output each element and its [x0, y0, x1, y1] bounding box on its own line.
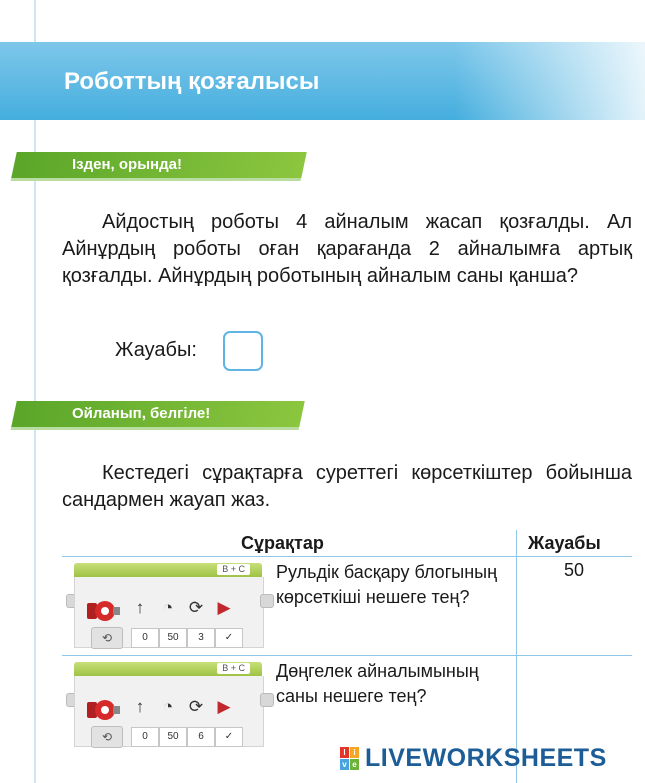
table-answer-1[interactable]: 50: [563, 560, 585, 580]
table-row-divider: [62, 655, 632, 656]
brake-icon: ▶︎: [217, 598, 231, 617]
speed-gauge-icon: ◔: [162, 697, 174, 716]
block-connector-right: [260, 594, 274, 608]
motor-icon: [85, 696, 121, 724]
steering-value: 0: [131, 727, 159, 747]
table-header-divider: [62, 556, 632, 557]
table-question-2: Дөңгелек айналымының саны нешеге тең?: [276, 661, 479, 706]
port-tag: B + C: [217, 564, 250, 575]
rotations-icon: ⟳: [188, 598, 204, 617]
power-value: 50: [159, 727, 187, 747]
liveworksheets-icon: l i v e: [340, 747, 360, 771]
task-paragraph: Айдостың роботы 4 айналым жасап қозғалды. Ал Айнұрдың роботы оған қарағанда 2 айналымға артық қозғалды. Айнұрдың роботының айналым саны қанша?: [62, 211, 632, 287]
section-ribbon-think: Ойланып, белгіле!: [11, 401, 305, 427]
move-steering-block: [66, 662, 266, 746]
steering-arrow-icon: ↑: [135, 598, 145, 617]
steering-value: 0: [131, 628, 159, 648]
table-header-answer: Жауабы: [528, 533, 601, 553]
table-header-questions: Сұрақтар: [241, 533, 324, 553]
mode-selector[interactable]: ⟲: [91, 726, 123, 748]
motor-icon: [85, 597, 121, 625]
power-value: 50: [159, 628, 187, 648]
move-steering-block: [66, 563, 266, 647]
liveworksheets-wordmark: LIVEWORKSHEETS: [365, 744, 607, 772]
brake-icon: ▶︎: [217, 697, 231, 716]
block-connector-right: [260, 693, 274, 707]
brake-check-icon: ✓: [215, 628, 243, 648]
answer-input-box[interactable]: [223, 331, 263, 371]
brake-check-icon: ✓: [215, 727, 243, 747]
rotations-value: 6: [187, 727, 215, 747]
port-tag: B + C: [217, 663, 250, 674]
rotations-value: 3: [187, 628, 215, 648]
speed-gauge-icon: ◔: [162, 598, 174, 617]
page-title: Роботтың қозғалысы: [64, 68, 320, 95]
mode-selector[interactable]: ⟲: [91, 627, 123, 649]
table-instruction: Кестедегі сұрақтарға суреттегі көрсеткіштер бойынша сандармен жауап жаз.: [62, 462, 632, 511]
section-ribbon-search: Ізден, орында!: [11, 152, 307, 178]
answer-label: Жауабы:: [115, 339, 197, 361]
steering-arrow-icon: ↑: [135, 697, 145, 716]
table-question-1: Рульдік басқару блогының көрсеткіші нешеге тең?: [276, 562, 498, 607]
rotations-icon: ⟳: [188, 697, 204, 716]
